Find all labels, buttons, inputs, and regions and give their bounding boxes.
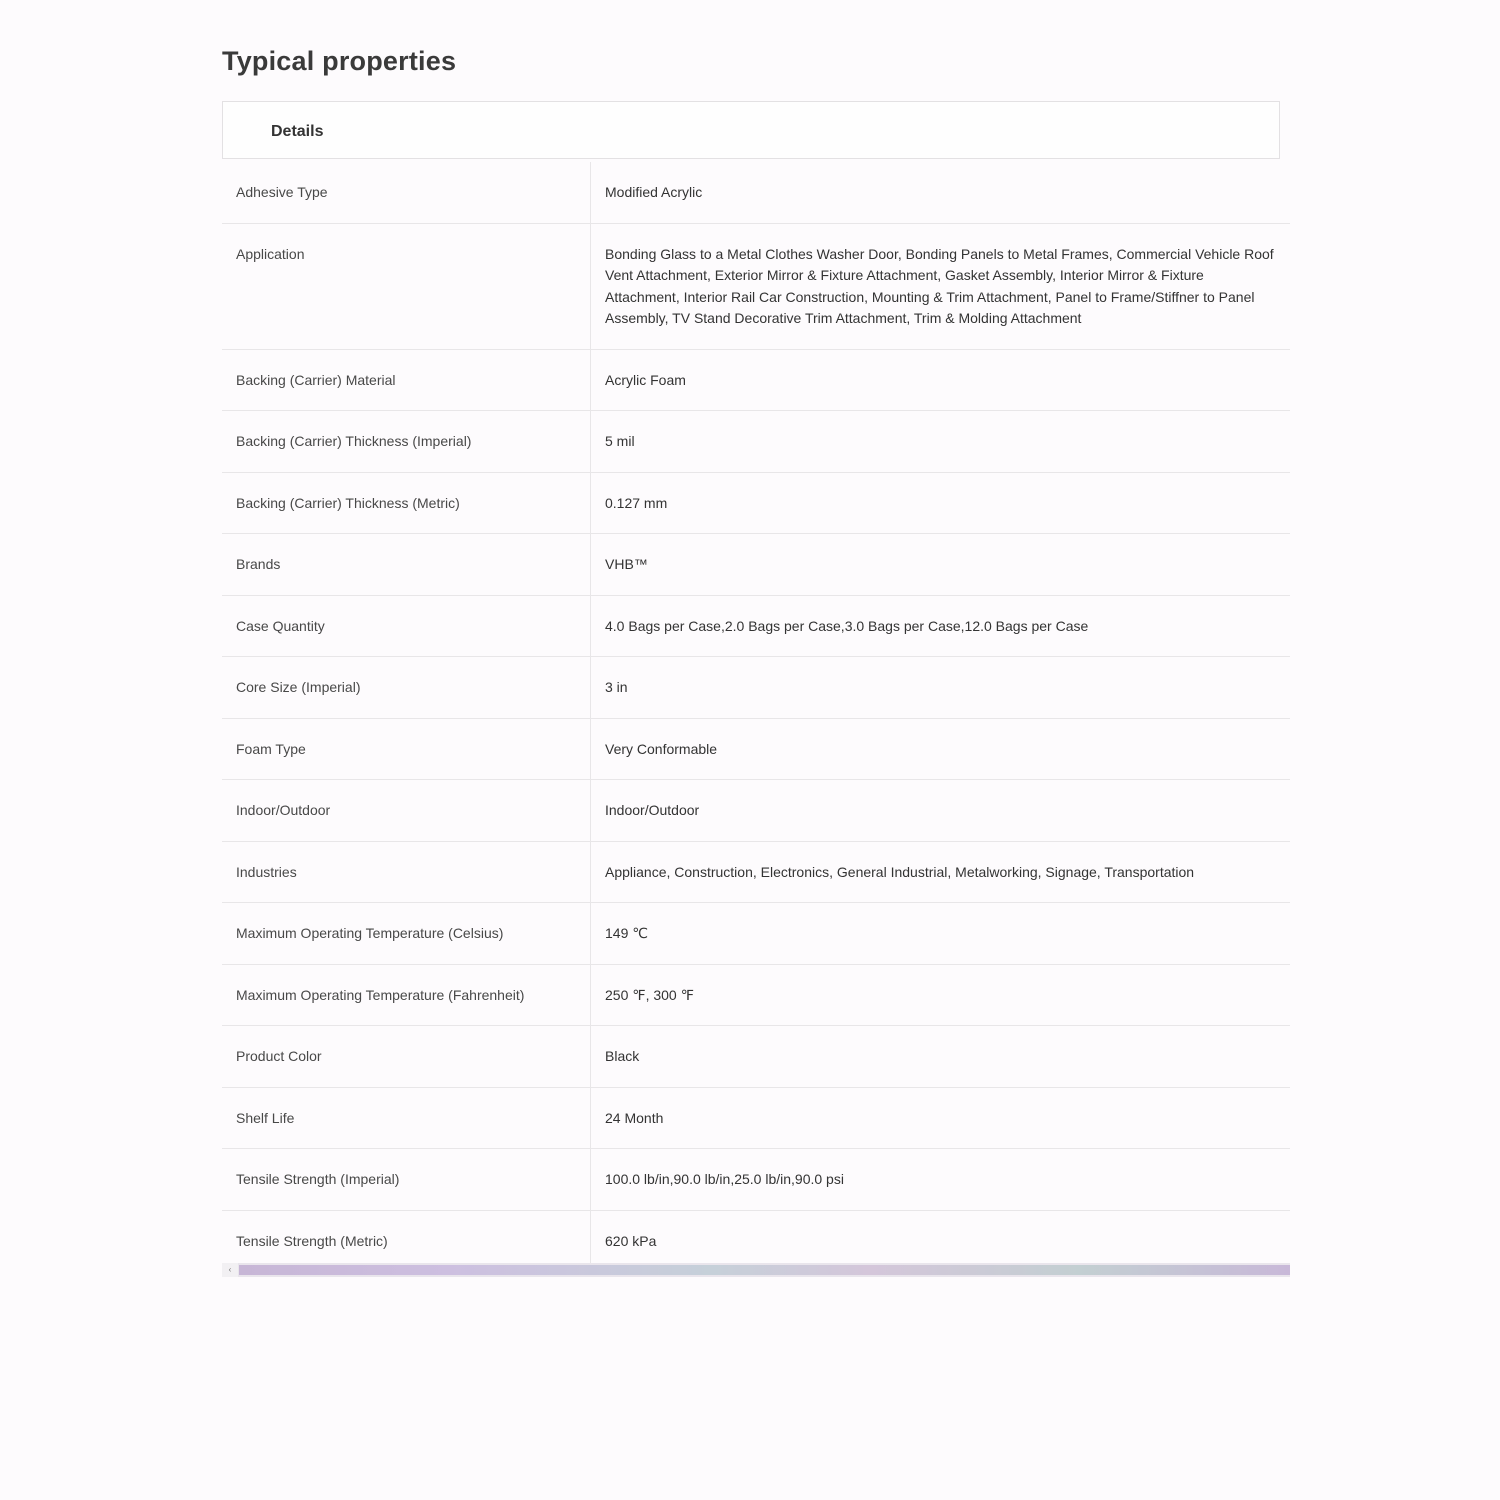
table-row (222, 411, 1290, 473)
property-label: Application (222, 223, 591, 349)
property-value: Acrylic Foam (591, 349, 1291, 411)
property-value: 250 ℉, 300 ℉ (591, 964, 1291, 1026)
table-row (222, 162, 1290, 223)
scroll-left-icon[interactable]: ‹ (222, 1263, 238, 1277)
property-value: Very Conformable (591, 718, 1291, 780)
details-section-header (222, 101, 1280, 159)
property-label: Foam Type (222, 718, 591, 780)
table-row (222, 472, 1290, 534)
property-label: Backing (Carrier) Thickness (Imperial) (222, 411, 591, 473)
property-value: Bonding Glass to a Metal Clothes Washer Door, Bonding Panels to Metal Frames, Commercial Vehicle Roof Vent Attachment, Exterior Mirror & Fixture Attachment, Gasket Assembly, Interior Mirror & Fixture Attachment, Interior Rail Car Construction, Mounting & Trim Attachment, Panel to Frame/Stiffner to Panel Assembly, TV Stand Decorative Trim Attachment, Trim & Molding Attachment (591, 223, 1291, 349)
property-label: Maximum Operating Temperature (Fahrenheit) (222, 964, 591, 1026)
property-label: Backing (Carrier) Thickness (Metric) (222, 472, 591, 534)
properties-table (222, 162, 1290, 1272)
property-label: Adhesive Type (222, 162, 591, 223)
property-label: Maximum Operating Temperature (Celsius) (222, 903, 591, 965)
table-row (222, 1087, 1290, 1149)
property-value: 0.127 mm (591, 472, 1291, 534)
property-value: 24 Month (591, 1087, 1291, 1149)
property-label: Shelf Life (222, 1087, 591, 1149)
property-value: 149 ℃ (591, 903, 1291, 965)
property-value: VHB™ (591, 534, 1291, 596)
property-value: 4.0 Bags per Case,2.0 Bags per Case,3.0 Bags per Case,12.0 Bags per Case (591, 595, 1291, 657)
property-value: 5 mil (591, 411, 1291, 473)
table-row (222, 1026, 1290, 1088)
property-value: Black (591, 1026, 1291, 1088)
property-label: Backing (Carrier) Material (222, 349, 591, 411)
property-value: 620 kPa (591, 1210, 1291, 1272)
table-row (222, 841, 1290, 903)
property-label: Industries (222, 841, 591, 903)
property-label: Case Quantity (222, 595, 591, 657)
property-label: Tensile Strength (Metric) (222, 1210, 591, 1272)
table-row (222, 903, 1290, 965)
property-label: Product Color (222, 1026, 591, 1088)
property-value: 3 in (591, 657, 1291, 719)
table-row (222, 1149, 1290, 1211)
property-value: 100.0 lb/in,90.0 lb/in,25.0 lb/in,90.0 psi (591, 1149, 1291, 1211)
table-row (222, 223, 1290, 349)
page-title: Typical properties (222, 46, 457, 76)
table-row (222, 718, 1290, 780)
property-label: Core Size (Imperial) (222, 657, 591, 719)
details-header-label: Details (271, 123, 324, 140)
property-label: Tensile Strength (Imperial) (222, 1149, 591, 1211)
table-row (222, 657, 1290, 719)
table-row (222, 595, 1290, 657)
horizontal-scrollbar[interactable] (222, 1263, 1290, 1277)
table-row (222, 349, 1290, 411)
scroll-thumb[interactable] (239, 1265, 1290, 1275)
table-row (222, 964, 1290, 1026)
property-label: Brands (222, 534, 591, 596)
property-label: Indoor/Outdoor (222, 780, 591, 842)
property-value: Indoor/Outdoor (591, 780, 1291, 842)
property-value: Modified Acrylic (591, 162, 1291, 223)
property-value: Appliance, Construction, Electronics, General Industrial, Metalworking, Signage, Transportation (591, 841, 1291, 903)
table-row (222, 534, 1290, 596)
table-row (222, 780, 1290, 842)
